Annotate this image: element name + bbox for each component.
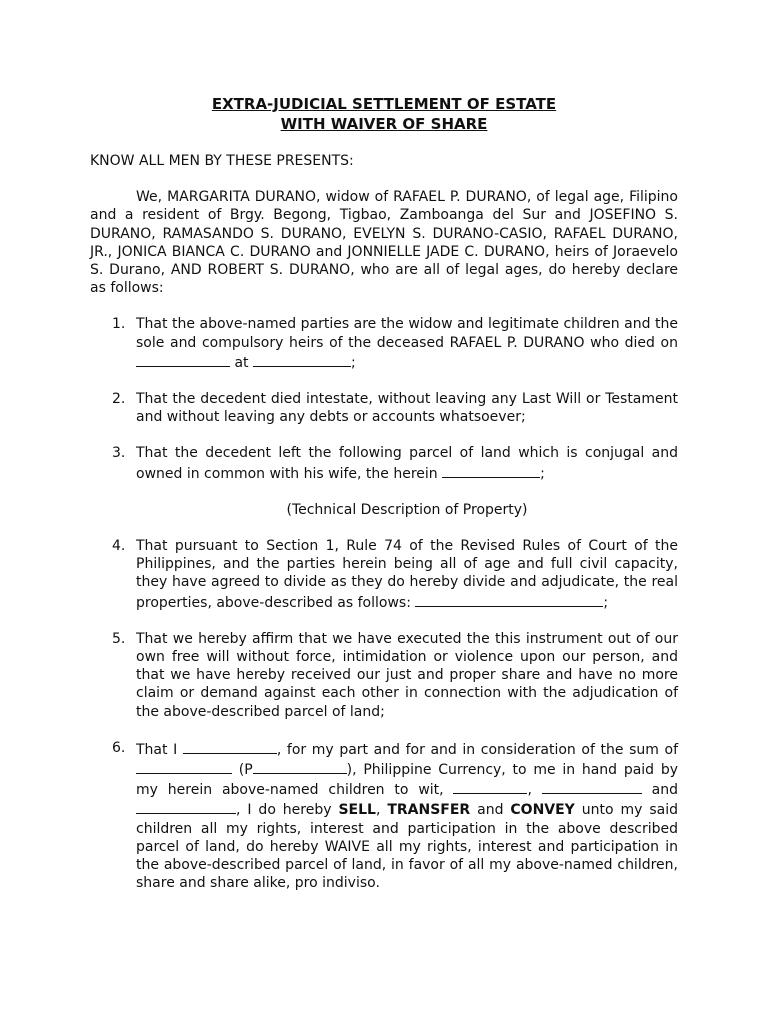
item-text: ), Philippine Currency, to me in hand paid by my herein above-named children to wit, (136, 762, 678, 799)
item-text: ; (603, 594, 609, 611)
item-text: and (470, 802, 511, 819)
item-text: ; (350, 354, 356, 371)
item-text: That the decedent left the following parcel of land which is conjugal and owned in common with his wife, the herein (136, 445, 678, 482)
item-text: and (641, 782, 678, 799)
document-title-line-1: EXTRA-JUDICIAL SETTLEMENT OF ESTATE (211, 95, 557, 113)
amount-figures-blank (253, 759, 347, 774)
item-text: , I do hereby (236, 802, 339, 819)
intro-paragraph: We, MARGARITA DURANO, widow of RAFAEL P. DURANO, of legal age, Filipino and a resident of Brgy. Begong, Tigbao, Zamboanga del Sur and JOSEFINO S. DURANO, RAMASANDO S. DURANO, EVELYN S. DURANO-CASIO, RAFAEL DURANO, JR., JONICA BIANCA C. DURANO and JONNIELLE JADE C. DURANO, heirs of Joraevelo S. Durano, AND ROBERT S. DURANO, who are all of legal ages, do hereby declare as follows: (90, 189, 678, 297)
item-text: , (527, 782, 542, 799)
item-text: unto my said children all my rights, interest and participation in the above described parcel of land, do hereby WAIVE all my rights, interest and participation in the above-described parcel of land, in favor of all my above-named children, share and share alike, pro indiviso. (136, 802, 678, 892)
list-item (90, 390, 678, 426)
sell-term: SELL (338, 802, 376, 819)
convey-term: CONVEY (510, 802, 575, 819)
date-blank (136, 352, 230, 367)
item-number: 3. (112, 445, 126, 462)
item-text: (P (232, 762, 253, 779)
item-number: 5. (112, 630, 126, 647)
item-text: , (375, 802, 388, 819)
item-number: 6. (112, 739, 126, 756)
item-text: That I (136, 741, 183, 758)
list-item (90, 315, 678, 372)
item-text: That the decedent died intestate, without leaving any Last Will or Testament and without leaving any debts or accounts whatsoever; (136, 391, 678, 426)
item-text: That pursuant to Section 1, Rule 74 of the Revised Rules of Court of the Philippines, and the parties herein being all of age and full civil capacity, they have agreed to divide as they do hereby divide and adjudicate, the real properties, above-described as follows: (136, 538, 678, 611)
item-text: That we hereby affirm that we have executed the this instrument out of our own free will without force, intimidation or violence upon our person, and that we have hereby received our just and proper share and have no more claim or demand against each other in connection with the adjudication of the above-described parcel of land; (136, 630, 678, 720)
adjudication-blank (415, 592, 603, 607)
property-description-placeholder: (Technical Description of Property) (286, 501, 528, 518)
amount-words-blank (136, 759, 232, 774)
list-item (90, 630, 678, 721)
item-number: 4. (112, 538, 126, 555)
declarations-list (90, 315, 678, 482)
declarations-list-continued (90, 537, 678, 892)
item-text: ; (540, 465, 545, 482)
list-item (90, 739, 678, 893)
item-text: at (230, 354, 253, 371)
place-blank (253, 352, 351, 367)
list-item (90, 537, 678, 612)
opening-phrase: KNOW ALL MEN BY THESE PRESENTS: (90, 153, 354, 169)
name-blank (183, 739, 277, 754)
item-text: That the above-named parties are the widow and legitimate children and the sole and compulsory heirs of the deceased RAFAEL P. DURANO who died on (136, 316, 678, 351)
list-item (90, 444, 678, 482)
item-text: , for my part and for and in consideration of the sum of (276, 741, 678, 758)
name-blank (442, 463, 540, 478)
document-title-line-2: WITH WAIVER OF SHARE (280, 115, 488, 133)
child-name-blank (542, 779, 642, 794)
transfer-term: TRANSFER (387, 802, 471, 819)
item-number: 1. (112, 316, 126, 333)
child-name-blank (453, 779, 527, 794)
child-name-blank (136, 799, 236, 814)
item-number: 2. (112, 391, 126, 408)
